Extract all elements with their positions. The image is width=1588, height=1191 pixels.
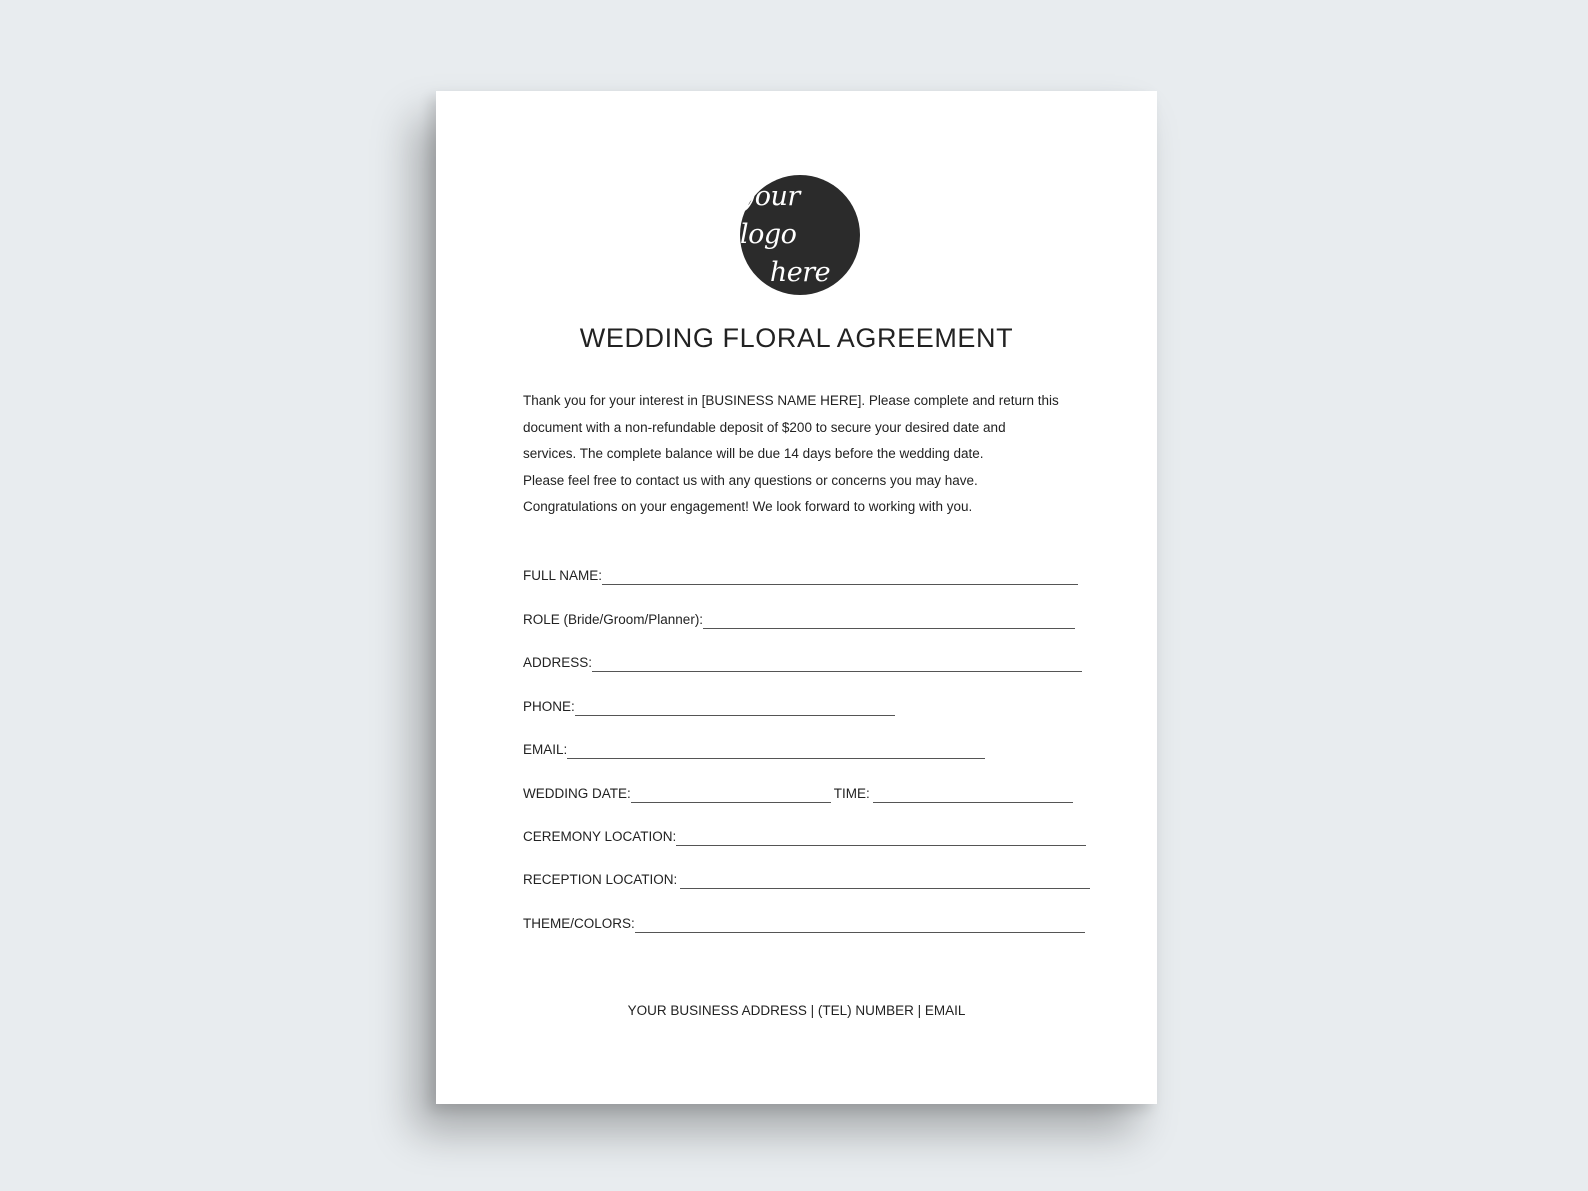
email-field[interactable] (523, 739, 985, 759)
ceremony-location-field[interactable] (523, 826, 1086, 846)
reception-location-field[interactable] (523, 869, 1090, 889)
phone-line[interactable] (575, 714, 895, 716)
intro-line: Congratulations on your engagement! We look forward to working with you. (523, 499, 973, 515)
wedding-date-line[interactable] (631, 801, 831, 803)
wedding-date-time-field[interactable] (523, 783, 1073, 803)
theme-colors-field[interactable] (523, 913, 1085, 933)
intro-line: Thank you for your interest in [BUSINESS NAME HERE]. Please complete and return this (523, 393, 1059, 408)
ceremony-location-label: CEREMONY LOCATION: (523, 829, 677, 844)
role-field[interactable] (523, 609, 1075, 629)
full-name-label: FULL NAME: (523, 568, 603, 583)
document-title: WEDDING FLORAL AGREEMENT (579, 323, 1014, 353)
role-line[interactable] (703, 627, 1075, 629)
theme-colors-label: THEME/COLORS: (523, 916, 635, 931)
full-name-line[interactable] (602, 583, 1078, 585)
reception-location-label: RECEPTION LOCATION: (523, 872, 678, 887)
email-line[interactable] (567, 757, 985, 759)
time-line[interactable] (873, 801, 1073, 803)
theme-colors-line[interactable] (635, 931, 1085, 933)
reception-location-line[interactable] (680, 887, 1090, 889)
business-contact-footer: YOUR BUSINESS ADDRESS | (TEL) NUMBER | EMAIL (627, 1003, 966, 1018)
phone-label: PHONE: (523, 699, 575, 714)
address-field[interactable] (523, 652, 1082, 672)
wedding-date-label: WEDDING DATE: (523, 786, 631, 801)
phone-field[interactable] (523, 696, 895, 716)
address-line[interactable] (592, 670, 1082, 672)
full-name-field[interactable] (523, 565, 1078, 585)
intro-paragraph (523, 388, 1083, 521)
ceremony-location-line[interactable] (676, 844, 1086, 846)
email-label: EMAIL: (523, 742, 568, 757)
intro-line: Please feel free to contact us with any questions or concerns you may have. (523, 472, 978, 488)
agreement-page (436, 91, 1157, 1104)
address-label: ADDRESS: (523, 655, 593, 670)
intro-line: services. The complete balance will be due 14 days before the wedding date. (523, 446, 984, 462)
role-label: ROLE (Bride/Groom/Planner): (523, 612, 704, 627)
intro-line: document with a non-refundable deposit of $200 to secure your desired date and (523, 419, 1006, 435)
time-label: TIME: (833, 786, 870, 801)
logo-text-line1: your logo (740, 181, 800, 250)
logo-placeholder (740, 175, 860, 295)
logo-text-line2: here (769, 257, 831, 288)
